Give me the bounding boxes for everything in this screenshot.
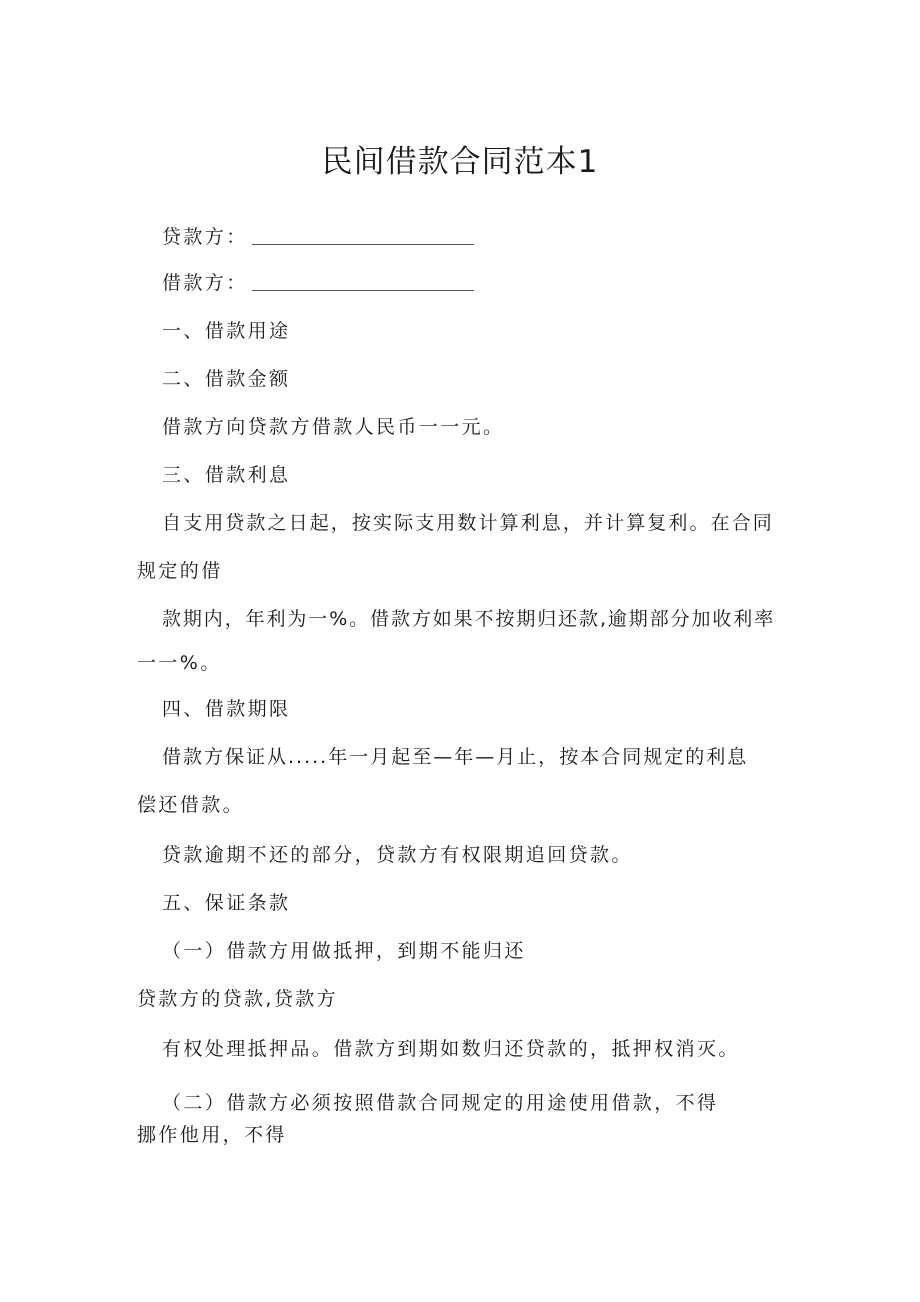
borrower-blank[interactable]: [252, 270, 474, 291]
section-heading: 五、保证条款: [162, 892, 291, 914]
document-title: 民间借款合同范本1: [321, 144, 599, 180]
paragraph-line: 贷款方的贷款,贷款方: [137, 988, 339, 1010]
section-heading: 一、借款用途: [162, 320, 291, 342]
paragraph-line: （二）借款方必须按照借款合同规定的用途使用借款，不得: [162, 1092, 719, 1114]
paragraph-line: 借款方向贷款方借款人民币一一元。: [162, 416, 505, 438]
lender-label: 贷款方：: [162, 226, 248, 248]
lender-blank[interactable]: [252, 224, 474, 245]
paragraph-line: 贷款逾期不还的部分，贷款方有权限期追回贷款。: [162, 844, 633, 866]
paragraph-line: 一一%。: [137, 652, 222, 674]
paragraph-line: 借款方保证从.....年一月起至—年—月止，按本合同规定的利息: [162, 746, 749, 768]
lender-line: [162, 222, 474, 249]
paragraph-line: 自支用贷款之日起，按实际支用数计算利息，并计算复利。在合同: [162, 512, 774, 534]
section-heading: 二、借款金额: [162, 368, 291, 390]
paragraph-line: 有权处理抵押品。借款方到期如数归还贷款的，抵押权消灭。: [162, 1038, 740, 1060]
paragraph-line: 款期内，年利为一%。借款方如果不按期归还款,逾期部分加收利率: [162, 608, 776, 630]
section-heading: 三、借款利息: [162, 464, 291, 486]
paragraph-line: 偿还借款。: [137, 794, 245, 816]
section-heading: 四、借款期限: [162, 698, 291, 720]
paragraph-line: 挪作他用，不得: [137, 1124, 287, 1146]
borrower-label: 借款方：: [162, 272, 248, 294]
paragraph-line: （一）借款方用做抵押，到期不能归还: [162, 940, 526, 962]
paragraph-line: 规定的借: [137, 560, 223, 582]
borrower-line: [162, 268, 474, 295]
